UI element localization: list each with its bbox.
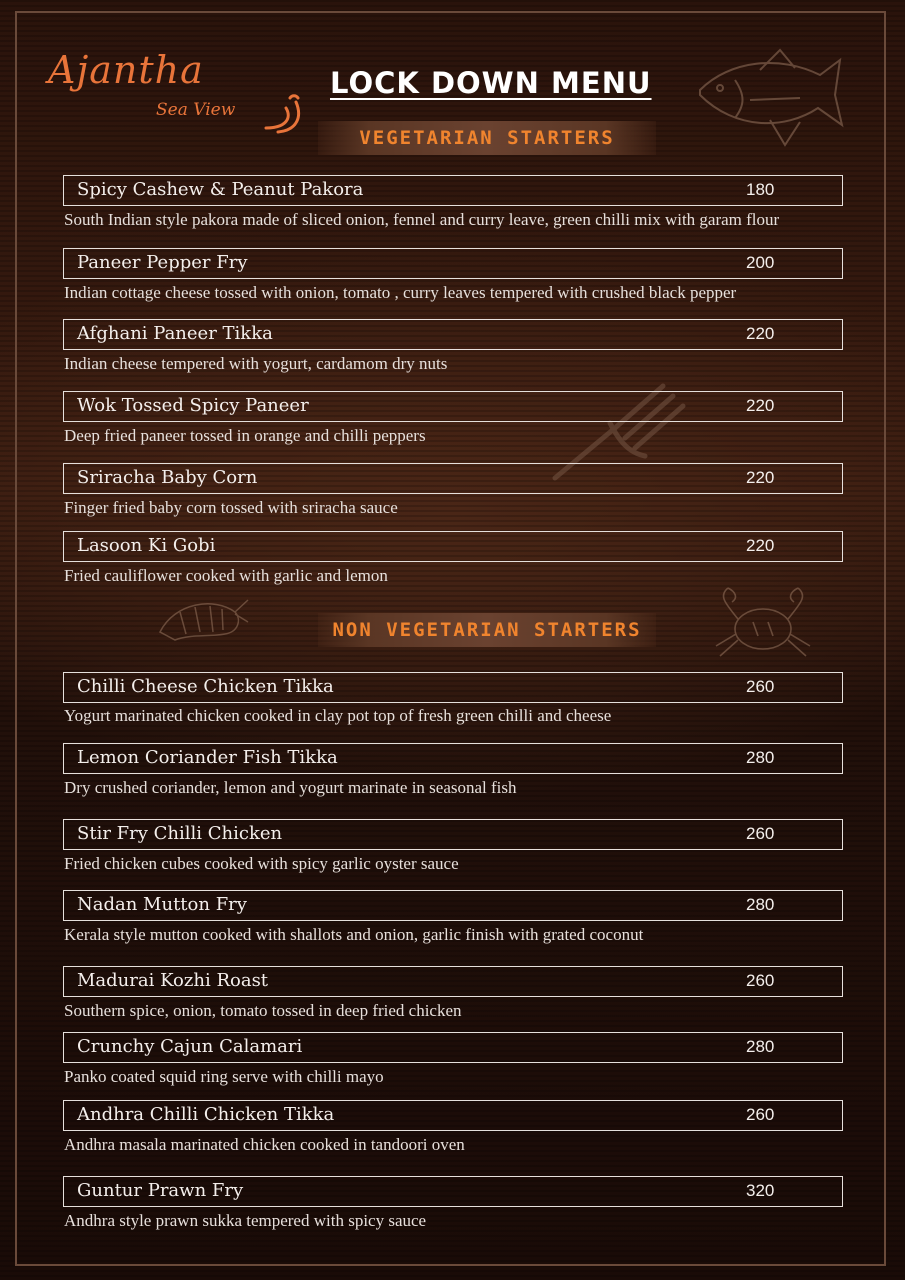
item-price: 320: [746, 1181, 775, 1200]
item-description: Panko coated squid ring serve with chilli mayo: [64, 1067, 384, 1086]
item-description: Yogurt marinated chicken cooked in clay pot top of fresh green chilli and cheese: [64, 706, 612, 725]
item-price: 220: [746, 324, 775, 343]
logo-brand-name: Ajantha: [48, 48, 204, 92]
item-price: 220: [746, 536, 775, 555]
wave-swirl-icon: [256, 92, 306, 136]
item-description: Dry crushed coriander, lemon and yogurt marinate in seasonal fish: [64, 778, 517, 797]
item-name: Chilli Cheese Chicken Tikka: [77, 676, 334, 697]
item-name: Spicy Cashew & Peanut Pakora: [77, 179, 364, 200]
logo-tagline: Sea View: [156, 100, 236, 120]
item-description: Andhra style prawn sukka tempered with spicy sauce: [64, 1211, 427, 1230]
fish-illustration: [690, 40, 850, 160]
item-description: Fried chicken cubes cooked with spicy garlic oyster sauce: [64, 854, 459, 873]
item-name: Paneer Pepper Fry: [77, 252, 248, 273]
item-price: 220: [746, 396, 775, 415]
item-price: 280: [746, 895, 775, 914]
menu-item: [63, 743, 843, 774]
menu-item: [63, 531, 843, 562]
item-description: Southern spice, onion, tomato tossed in deep fried chicken: [64, 1001, 462, 1020]
menu-item: [63, 1032, 843, 1063]
menu-item: [63, 966, 843, 997]
item-price: 180: [746, 180, 775, 199]
menu-item: [63, 248, 843, 279]
item-name: Andhra Chilli Chicken Tikka: [77, 1104, 335, 1125]
menu-item: [63, 175, 843, 206]
menu-item: [63, 463, 843, 494]
item-description: South Indian style pakora made of sliced onion, fennel and curry leave, green chilli mix with garam flour: [64, 210, 780, 229]
item-name: Lemon Coriander Fish Tikka: [77, 747, 338, 768]
menu-item: [63, 672, 843, 703]
menu-item: [63, 819, 843, 850]
item-price: 280: [746, 748, 775, 767]
menu-title: LOCK DOWN MENU: [330, 66, 652, 100]
item-name: Sriracha Baby Corn: [77, 467, 258, 488]
item-description: Andhra masala marinated chicken cooked in tandoori oven: [64, 1135, 465, 1154]
shrimp-illustration: [150, 592, 250, 652]
item-name: Stir Fry Chilli Chicken: [77, 823, 283, 844]
item-name: Nadan Mutton Fry: [77, 894, 247, 915]
item-price: 260: [746, 677, 775, 696]
menu-item: [63, 890, 843, 921]
item-price: 220: [746, 468, 775, 487]
item-description: Finger fried baby corn tossed with sriracha sauce: [64, 498, 398, 517]
item-price: 260: [746, 971, 775, 990]
restaurant-logo: [44, 48, 304, 148]
item-price: 200: [746, 253, 775, 272]
item-name: Afghani Paneer Tikka: [77, 323, 273, 344]
section-heading-non-vegetarian: NON VEGETARIAN STARTERS: [318, 613, 656, 647]
item-price: 280: [746, 1037, 775, 1056]
item-name: Crunchy Cajun Calamari: [77, 1036, 303, 1057]
item-name: Madurai Kozhi Roast: [77, 970, 269, 991]
item-name: Wok Tossed Spicy Paneer: [77, 395, 309, 416]
menu-item: [63, 319, 843, 350]
crab-illustration: [708, 584, 818, 664]
item-description: Indian cheese tempered with yogurt, cardamom dry nuts: [64, 354, 448, 373]
item-description: Kerala style mutton cooked with shallots and onion, garlic finish with grated coconut: [64, 925, 644, 944]
section-heading-vegetarian: VEGETARIAN STARTERS: [318, 121, 656, 155]
item-price: 260: [746, 1105, 775, 1124]
menu-item: [63, 1176, 843, 1207]
item-price: 260: [746, 824, 775, 843]
item-name: Lasoon Ki Gobi: [77, 535, 216, 556]
menu-item: [63, 1100, 843, 1131]
item-description: Deep fried paneer tossed in orange and chilli peppers: [64, 426, 426, 445]
item-description: Indian cottage cheese tossed with onion, tomato , curry leaves tempered with crushed black pepper: [64, 283, 737, 302]
item-name: Guntur Prawn Fry: [77, 1180, 244, 1201]
menu-item: [63, 391, 843, 422]
item-description: Fried cauliflower cooked with garlic and lemon: [64, 566, 388, 585]
